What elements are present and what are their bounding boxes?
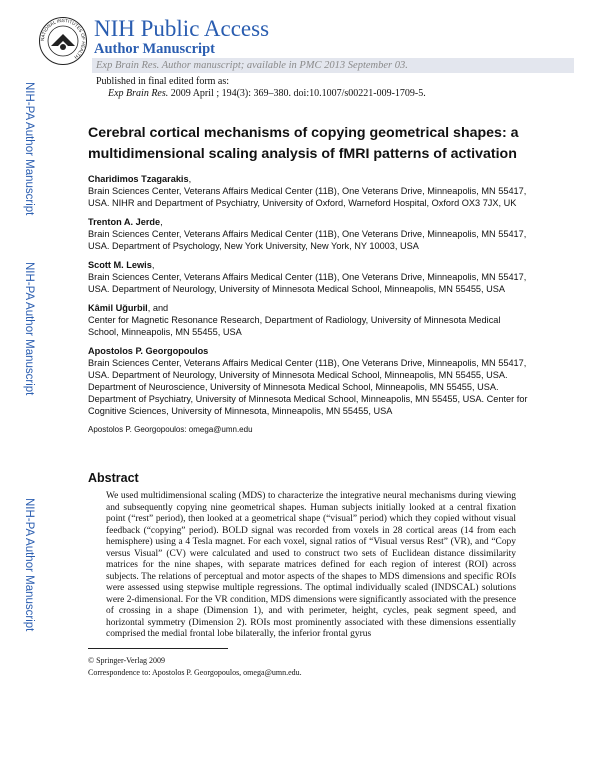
logo-ring-text: NATIONAL INSTITUTES OF HEALTH: [39, 17, 87, 60]
correspondence-note: Correspondence to: Apostolos P. Georgopoulos, omega@umn.edu.: [88, 668, 302, 677]
author-suffix: ,: [151, 260, 155, 270]
author-name: Charidimos Tzagarakis: [88, 174, 189, 184]
author-affiliation: Brain Sciences Center, Veterans Affairs Medical Center (11B), One Veterans Drive, Minneapolis, MN 55417, USA. Department of Psychology, New York University, New York, NY 10003, USA: [88, 229, 527, 251]
author-list: [88, 173, 528, 436]
author-block: [88, 259, 528, 295]
corresponding-email: Apostolos P. Georgopoulos: omega@umn.edu: [88, 425, 253, 434]
author-suffix: ,: [188, 174, 192, 184]
author-name: Apostolos P. Georgopoulos: [88, 346, 209, 356]
side-label-bottom: NIH-PA Author Manuscript: [23, 498, 35, 632]
author-suffix: , and: [147, 303, 169, 313]
side-label-middle: NIH-PA Author Manuscript: [23, 262, 35, 396]
author-affiliation: Brain Sciences Center, Veterans Affairs Medical Center (11B), One Veterans Drive, Minneapolis, MN 55417, USA. Department of Neurology, University of Minnesota Medical School, Minneapolis, MN 55455, USA. Department of Neuroscience, University of Minnesota Medical School, Minneapolis, MN 55455, USA. Department of Psychiatry, University of Minnesota Medical School, Minneapolis, MN 55455, USA. Center for Cognitive Sciences, University of Minnesota, Minneapolis, MN 55455, USA: [88, 358, 528, 416]
availability-text: Author manuscript; available in PMC 2013 September 03.: [161, 60, 408, 71]
author-block: [88, 216, 528, 252]
author-name: Scott M. Lewis: [88, 260, 152, 270]
nih-seal-logo: [38, 16, 88, 66]
author-block: [88, 302, 528, 338]
footnote-divider: [88, 648, 228, 649]
abstract-body: We used multidimensional scaling (MDS) to characterize the integrative neural mechanisms during viewing and subsequently copying nine geometrical shapes. Human subjects initially looked at a central fixation point (“rest” period), then looked at a geometrical shape (“visual” period) which they copied without visual feedback (“copying” period). BOLD signal was recorded from voxels in 28 cortical areas (14 from each hemisphere) using a 4 Tesla magnet. For each voxel, signal ratios of “Visual versus Rest” (VR), and “Copy versus Visual” (CV) were calculated and used to construct two sets of Euclidean distance dissimilarity matrices for the nine shapes, with separate matrices defined for each region of interest (ROI) across subjects. The relations of perceptual and motor aspects of the shapes to MDS dimensions and specific ROIs were assessed using stepwise multiple regressions. The optimal individually scaled (INDSCAL) solutions were 2-dimensional. For the VR condition, MDS dimensions were significantly associated with the presence of crossing in a shape (Dimension 1), and with perimeter, height, cycles, peak segment speed, and horizontal symmetry (Dimension 2). ROIs most prominently associated with these dimensions essentially comprised the medial frontal lobe bilaterally, the inferior frontal gyrus: [106, 491, 517, 639]
citation-details: 2009 April ; 194(3): 369–380. doi:10.1007/s00221-009-1709-5.: [170, 88, 426, 99]
citation-journal: Exp Brain Res.: [108, 88, 169, 99]
nih-public-access-title: NIH Public Access: [94, 16, 270, 41]
author-name: Kâmil Uğurbil: [88, 303, 148, 313]
author-name: Trenton A. Jerde: [88, 217, 161, 227]
author-block: [88, 345, 528, 417]
side-label-top: NIH-PA Author Manuscript: [23, 82, 35, 216]
copyright-note: © Springer-Verlag 2009: [88, 656, 166, 665]
author-affiliation: Brain Sciences Center, Veterans Affairs Medical Center (11B), One Veterans Drive, Minneapolis, MN 55417, USA. NIHR and Department of Psychiatry, University of Oxford, Warneford Hospital, Oxford OX3 7JX, UK: [88, 186, 527, 208]
author-affiliation: Brain Sciences Center, Veterans Affairs Medical Center (11B), One Veterans Drive, Minneapolis, MN 55417, USA. Department of Neurology, University of Minnesota Medical School, Minneapolis, MN 55455, USA: [88, 272, 527, 294]
citation-line: [108, 88, 426, 100]
published-in-label: Published in final edited form as:: [96, 76, 230, 87]
author-block: [88, 173, 528, 209]
article-title: Cerebral cortical mechanisms of copying geometrical shapes: a multidimensional scaling analysis of fMRI patterns of activation: [88, 125, 519, 162]
author-affiliation: Center for Magnetic Resonance Research, Department of Radiology, University of Minnesota Medical School, Minneapolis, MN 55455, USA: [88, 315, 501, 337]
author-suffix: ,: [160, 217, 163, 227]
author-manuscript-label: Author Manuscript: [94, 41, 215, 57]
abstract-heading: Abstract: [88, 471, 139, 485]
availability-journal: Exp Brain Res.: [96, 60, 160, 71]
availability-line: [96, 59, 408, 72]
